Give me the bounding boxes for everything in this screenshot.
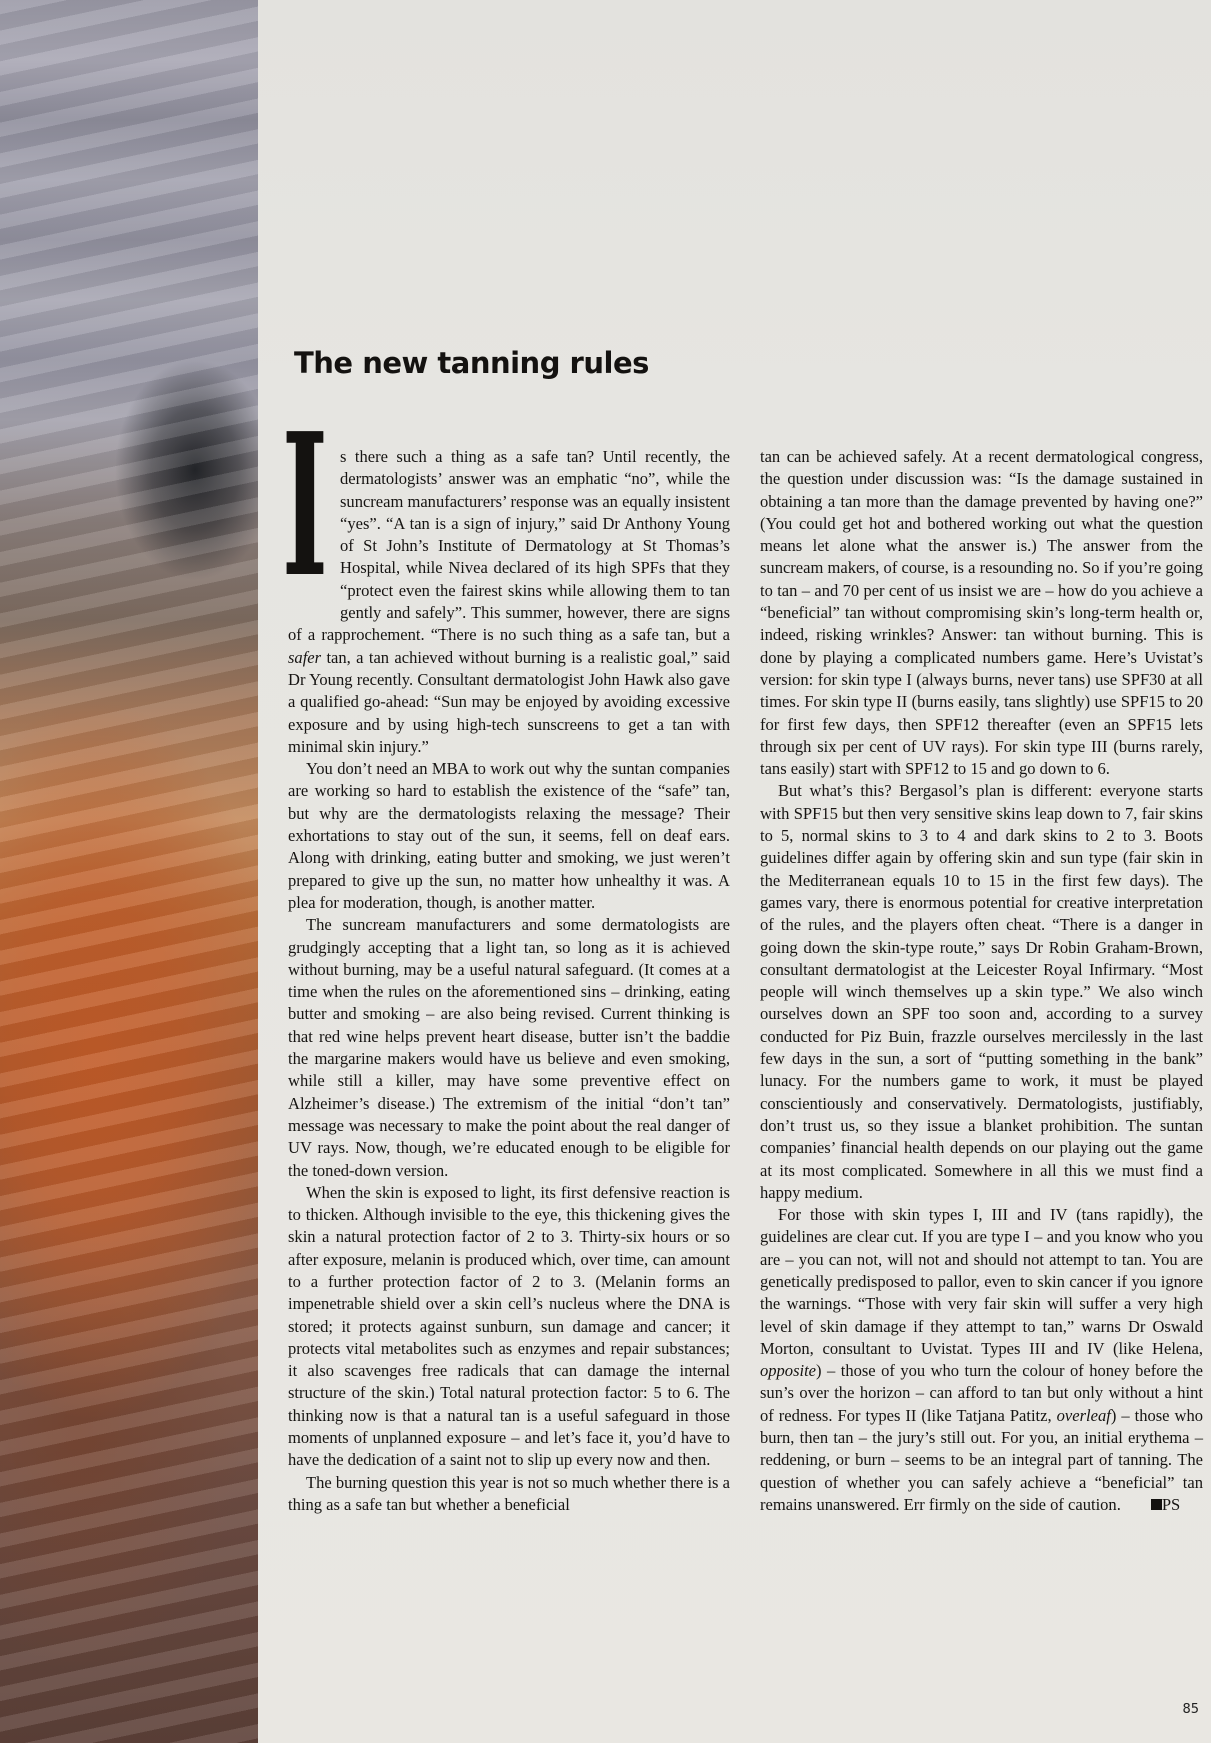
author-signoff: PS <box>1121 1495 1180 1514</box>
paragraph-2: You don’t need an MBA to work out why the suntan companies are working so hard to establish the existence of the “safe” tan, but why are the dermatologists relaxing the message? Their exhortations to stay out of the sun, it seems, fell on deaf ears. Along with drinking, eating butter and smoking, we just weren’t prepared to give up the sun, no matter how unhealthy it was. A plea for moderation, though, is another matter. <box>288 759 730 912</box>
paragraph-4: When the skin is exposed to light, its first defensive reaction is to thicken. Although invisible to the eye, this thickening gives the skin a natural protection factor of 2 to 3. Thirty-six hours or so after exposure, melanin is produced which, over time, can amount to a further protection factor of 2 to 3. (Melanin forms an impenetrable shield over a skin cell’s nucleus where the DNA is stored; it protects against sunburn, sun damage and cancer; it protects vital metabolites such as enzymes and repair substances; it also scavenges free radicals that can damage the internal structure of the skin.) Total natural protection factor: 5 to 6. The thinking now is that a natural tan is a useful safeguard in those moments of unplanned exposure – and let’s face it, you’d have to have the dedication of a saint not to slip up every now and then. <box>288 1182 730 1470</box>
paragraph-3: The suncream manufacturers and some dermatologists are grudgingly accepting that a light tan, so long as it is achieved without burning, may be a useful natural safeguard. (It comes at a time when the rules on the aforementioned sins – drinking, eating butter and smoking – are also being revised. Current thinking is that red wine helps prevent heart disease, butter isn’t the baddie the margarine makers would have us believe and even smoking, while still a killer, may have some preventive effect on Alzheimer’s disease.) The extremism of the initial “don’t tan” message was necessary to make the point about the real danger of UV rays. Now, though, we’re educated enough to be eligible for the toned-down version. <box>288 915 730 1180</box>
paragraph-1: s there such a thing as a safe tan? Until recently, the dermatologists’ answer was an emphatic “no”, while the suncream manufacturers’ response was an equally insistent “yes”. “A tan is a sign of injury,” said Dr Anthony Young of St John’s Institute of Dermatology at St Thomas’s Hospital, while Nivea declared of its high SPFs that they “protect even the fairest skins while allowing them to tan gently and safely”. This summer, however, there are signs of a rapprochement. “There is no such thing as a safe tan, but a safer tan, a tan achieved without burning is a realistic goal,” said Dr Young recently. Consultant dermatologist John Hawk also gave a qualified go-ahead: “Sun may be enjoyed by avoiding excessive exposure and by using high-tech sunscreens to get a tan with minimal skin injury.” <box>288 447 730 756</box>
article-column-left <box>282 391 730 1516</box>
drop-cap: I <box>282 391 328 621</box>
article-title: The new tanning rules <box>294 346 649 380</box>
paragraph-7: For those with skin types I, III and IV (tans rapidly), the guidelines are clear cut. If you are type I – and you know who you are – you can not, will not and should not attempt to tan. You are genetically predisposed to pallor, even to skin cancer if you ignore the warnings. “Those with very fair skin will suffer a very high level of skin damage if they attempt to tan,” warns Dr Oswald Morton, consultant to Uvistat. Types III and IV (like Helena, opposite) – those of you who turn the colour of honey before the sun’s over the horizon – can afford to tan but only without a hint of redness. For types II (like Tatjana Patitz, overleaf) – those who burn, then tan – the jury’s still out. For you, an initial erythema – reddening, or burn – seems to be an integral part of tanning. The question of whether you can safely achieve a “beneficial” tan remains unanswered. Err firmly on the side of caution. PS <box>760 1205 1203 1514</box>
article-column-right <box>760 446 1203 1516</box>
paragraph-6: But what’s this? Bergasol’s plan is different: everyone starts with SPF15 but then very sensitive skins leap down to 7, fair skins to 5, normal skins to 3 to 4 and dark skins to 2 to 3. Boots guidelines differ again by offering skin and sun type (fair skin in the Mediterranean equals 10 to 15 in the first few days). The games vary, there is enormous potential for creative interpretation of the rules, and the players often cheat. “There is a danger in going down the skin-type route,” says Dr Robin Graham-Brown, consultant dermatologist at the Leicester Royal Infirmary. “Most people will winch themselves up a skin type.” We also winch ourselves down an SPF too soon and, according to a survey conducted for Piz Buin, frazzle ourselves mercilessly in the last few days in the sun, a sort of “putting something in the bank” lunacy. For the numbers game to work, it must be played conscientiously and conservatively. Dermatologists, justifiably, don’t trust us, so they issue a blanket prohibition. The suntan companies’ financial health depends on our playing out the game at its most complicated. Somewhere in all this we must find a happy medium. <box>760 781 1203 1202</box>
end-mark-icon <box>1151 1499 1162 1510</box>
page-number: 85 <box>1182 1702 1199 1717</box>
paragraph-5-continued: tan can be achieved safely. At a recent dermatological congress, the question under discussion was: “Is the damage sustained in obtaining a tan more than the damage prevented by having one?” (You could get hot and bothered working out what the question means let alone what the answer is.) The answer from the suncream makers, of course, is a resounding no. So if you’re going to tan – and 70 per cent of us insist we are – how do you achieve a “beneficial” tan without compromising skin’s long-term health or, indeed, risking wrinkles? Answer: tan without burning. This is done by playing a complicated numbers game. Here’s Uvistat’s version: for skin type I (always burns, never tans) use SPF30 at all times. For skin type II (burns easily, tans slightly) use SPF15 to 20 for first few days, then SPF12 thereafter (even an SPF15 lets through six per cent of UV rays). For skin type III (burns rarely, tans easily) start with SPF12 to 15 and go down to 6. <box>760 447 1203 779</box>
cover-photo-strip <box>0 0 258 1743</box>
paragraph-5-start: The burning question this year is not so much whether there is a thing as a safe tan but whether a beneficial <box>288 1472 730 1514</box>
